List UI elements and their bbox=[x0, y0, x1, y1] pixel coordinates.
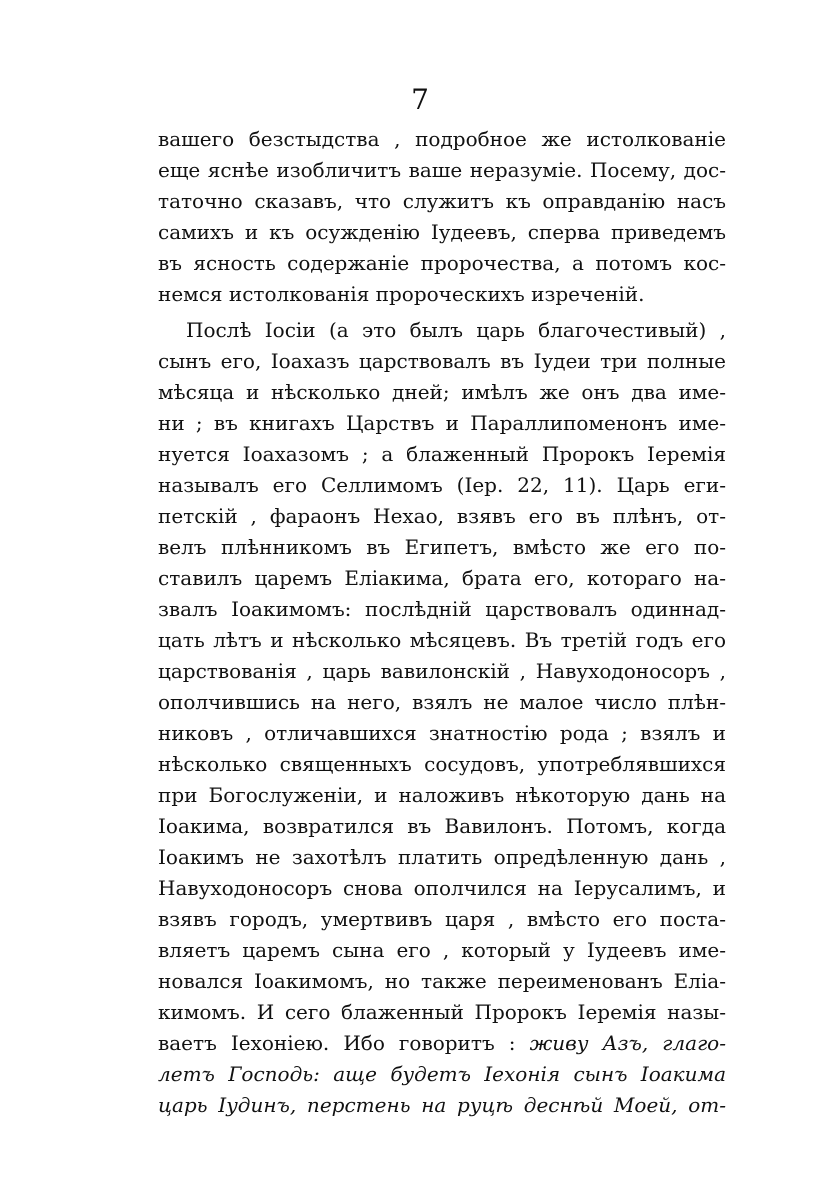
page-number: 7 bbox=[411, 83, 429, 116]
text-line: при Богослуженіи, и наложивъ нѣкоторую дань на bbox=[158, 783, 726, 807]
text-line: Послѣ Іосіи (а это былъ царь благочестивый) , bbox=[186, 318, 726, 342]
text-line-mixed bbox=[158, 1028, 726, 1059]
text-line: звалъ Іоакимомъ: послѣдній царствовалъ одиннад- bbox=[158, 597, 726, 621]
text-line: немся истолкованія пророческихъ изреченій. bbox=[158, 282, 645, 306]
text-line: нѣсколько священныхъ сосудовъ, употреблявшихся bbox=[158, 752, 726, 776]
text-line: кимомъ. И сего блаженный Пророкъ Іеремія назы- bbox=[158, 1000, 726, 1024]
text-line: цать лѣтъ и нѣсколько мѣсяцевъ. Въ третій годъ его bbox=[158, 628, 726, 652]
text-line: вашего безстыдства , подробное же истолкованіе bbox=[158, 127, 726, 151]
text-line: никовъ , отличавшихся знатностію рода ; взялъ и bbox=[158, 721, 726, 745]
text-line: въ ясность содержаніе пророчества, а потомъ кос- bbox=[158, 251, 726, 275]
text-line: ополчившись на него, взялъ не малое число плѣн- bbox=[158, 690, 726, 714]
text-line: самихъ и къ осужденію Іудеевъ, сперва приведемъ bbox=[158, 220, 726, 244]
text-line: вляетъ царемъ сына его , который у Іудеевъ име- bbox=[158, 938, 726, 962]
italic-quote-line: летъ Господь: аще будетъ Іехонія сынъ Іоакима bbox=[158, 1062, 726, 1086]
text-line: взявъ городъ, умертвивъ царя , вмѣсто его поста- bbox=[158, 907, 726, 931]
text-line: царствованія , царь вавилонскій , Навуходоносоръ , bbox=[158, 659, 726, 683]
text-line: еще яснѣе изобличитъ ваше неразуміе. Посему, дос- bbox=[158, 158, 726, 182]
text-line: ставилъ царемъ Еліакима, брата его, котораго на- bbox=[158, 566, 726, 590]
text-line: нуется Іоахазомъ ; а блаженный Пророкъ Іеремія bbox=[158, 442, 726, 466]
text-line: называлъ его Селлимомъ (Іер. 22, 11). Царь еги- bbox=[158, 473, 726, 497]
text-line: новался Іоакимомъ, но также переименованъ Еліа- bbox=[158, 969, 726, 993]
italic-quote-segment: живу Азъ, глаго- bbox=[529, 1031, 726, 1055]
text-line: сынъ его, Іоахазъ царствовалъ въ Іудеи три полные bbox=[158, 349, 726, 373]
text-line: ни ; въ книгахъ Царствъ и Параллипоменонъ име- bbox=[158, 411, 726, 435]
text-line: Навуходоносоръ снова ополчился на Іерусалимъ, и bbox=[158, 876, 726, 900]
italic-quote-line: царь Іудинъ, перстень на руцѣ деснѣй Моей, от- bbox=[158, 1093, 726, 1117]
text-line: велъ плѣнникомъ въ Египетъ, вмѣсто же его по- bbox=[158, 535, 726, 559]
text-line: Іоакимъ не захотѣлъ платить опредѣленную дань , bbox=[158, 845, 726, 869]
text-line: таточно сказавъ, что служитъ къ оправданію насъ bbox=[158, 189, 726, 213]
text-line: петскій , фараонъ Нехао, взявъ его въ плѣнъ, от- bbox=[158, 504, 726, 528]
body-text bbox=[158, 124, 726, 1121]
text-line: мѣсяца и нѣсколько дней; имѣлъ же онъ два име- bbox=[158, 380, 726, 404]
roman-segment: ваетъ Іехоніею. Ибо говоритъ : bbox=[158, 1031, 530, 1055]
text-line: Іоакима, возвратился въ Вавилонъ. Потомъ, когда bbox=[158, 814, 726, 838]
